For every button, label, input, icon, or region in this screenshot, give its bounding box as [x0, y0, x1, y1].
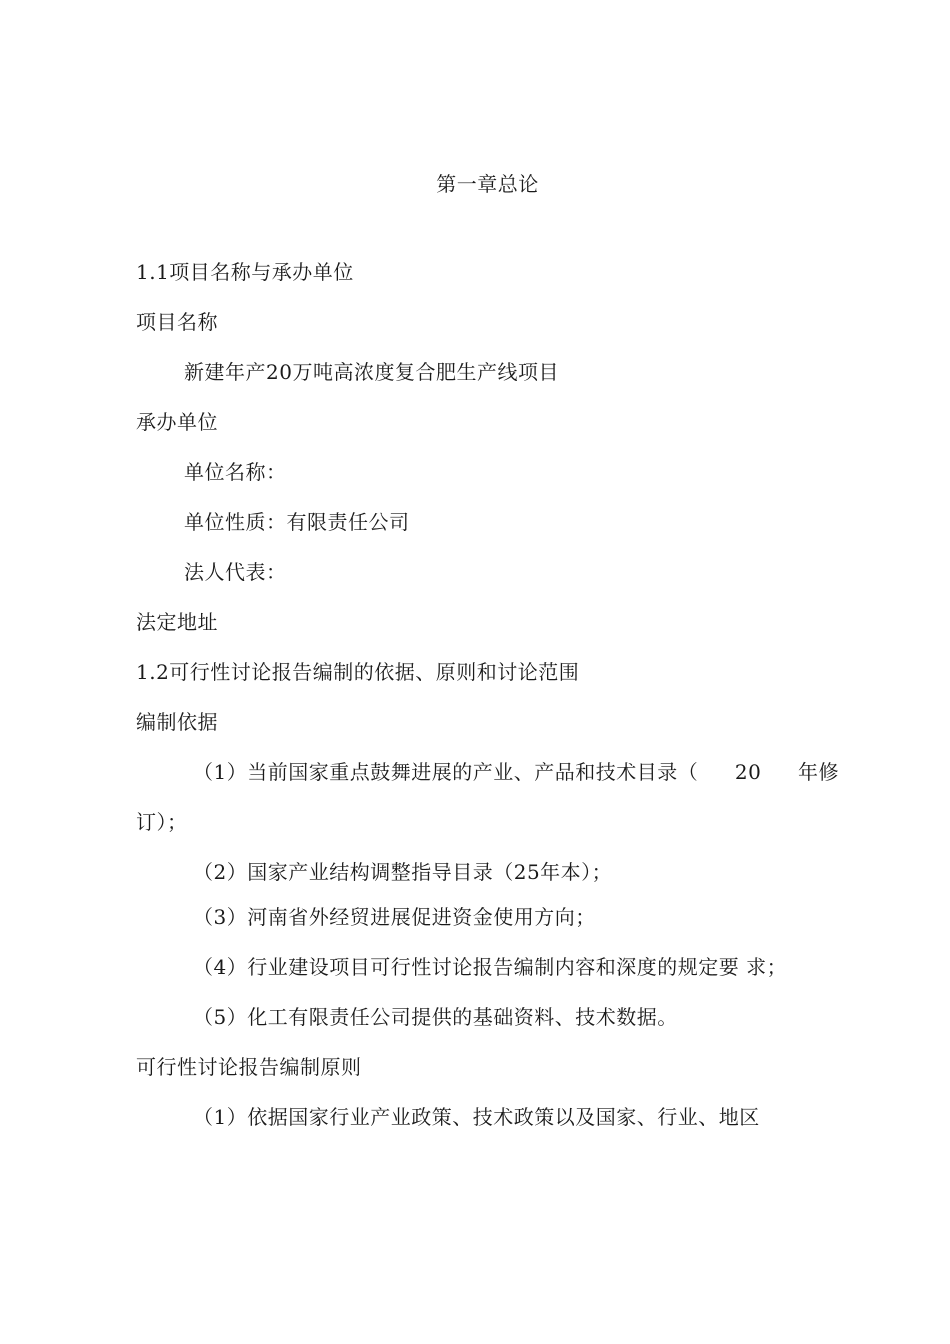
- unit-name-line: 单位名称：: [184, 460, 287, 484]
- project-name-heading: 项目名称: [136, 310, 218, 334]
- basis-item-1-suffix: 年修: [798, 760, 839, 784]
- unit-nature-line: 单位性质：有限责任公司: [184, 510, 410, 534]
- basis-item-1-text: （1）当前国家重点鼓舞进展的产业、产品和技术目录（: [193, 760, 699, 784]
- basis-item-2: （2）国家产业结构调整指导目录（25年本）；: [193, 860, 613, 884]
- basis-item-1-year: 20: [734, 760, 762, 784]
- basis-item-4: （4）行业建设项目可行性讨论报告编制内容和深度的规定要 求；: [193, 955, 788, 979]
- undertaker-heading: 承办单位: [136, 410, 218, 434]
- principles-heading: 可行性讨论报告编制原则: [136, 1055, 362, 1079]
- principle-item-1: （1）依据国家行业产业政策、技术政策以及国家、行业、地区: [193, 1105, 760, 1129]
- basis-item-1-continuation: 订）；: [136, 810, 188, 834]
- chapter-title: 第一章总论: [436, 172, 539, 196]
- legal-address-heading: 法定地址: [136, 610, 218, 634]
- legal-representative-line: 法人代表：: [184, 560, 287, 584]
- basis-item-3: （3）河南省外经贸进展促进资金使用方向；: [193, 905, 596, 929]
- project-name-value: 新建年产20万吨高浓度复合肥生产线项目: [184, 360, 559, 384]
- section-heading-1-2: 1.2可行性讨论报告编制的依据、原则和讨论范围: [136, 660, 580, 684]
- basis-item-5: （5）化工有限责任公司提供的基础资料、技术数据。: [193, 1005, 678, 1029]
- basis-heading: 编制依据: [136, 710, 218, 734]
- section-heading-1-1: 1.1项目名称与承办单位: [136, 260, 354, 284]
- basis-item-1: [193, 758, 839, 786]
